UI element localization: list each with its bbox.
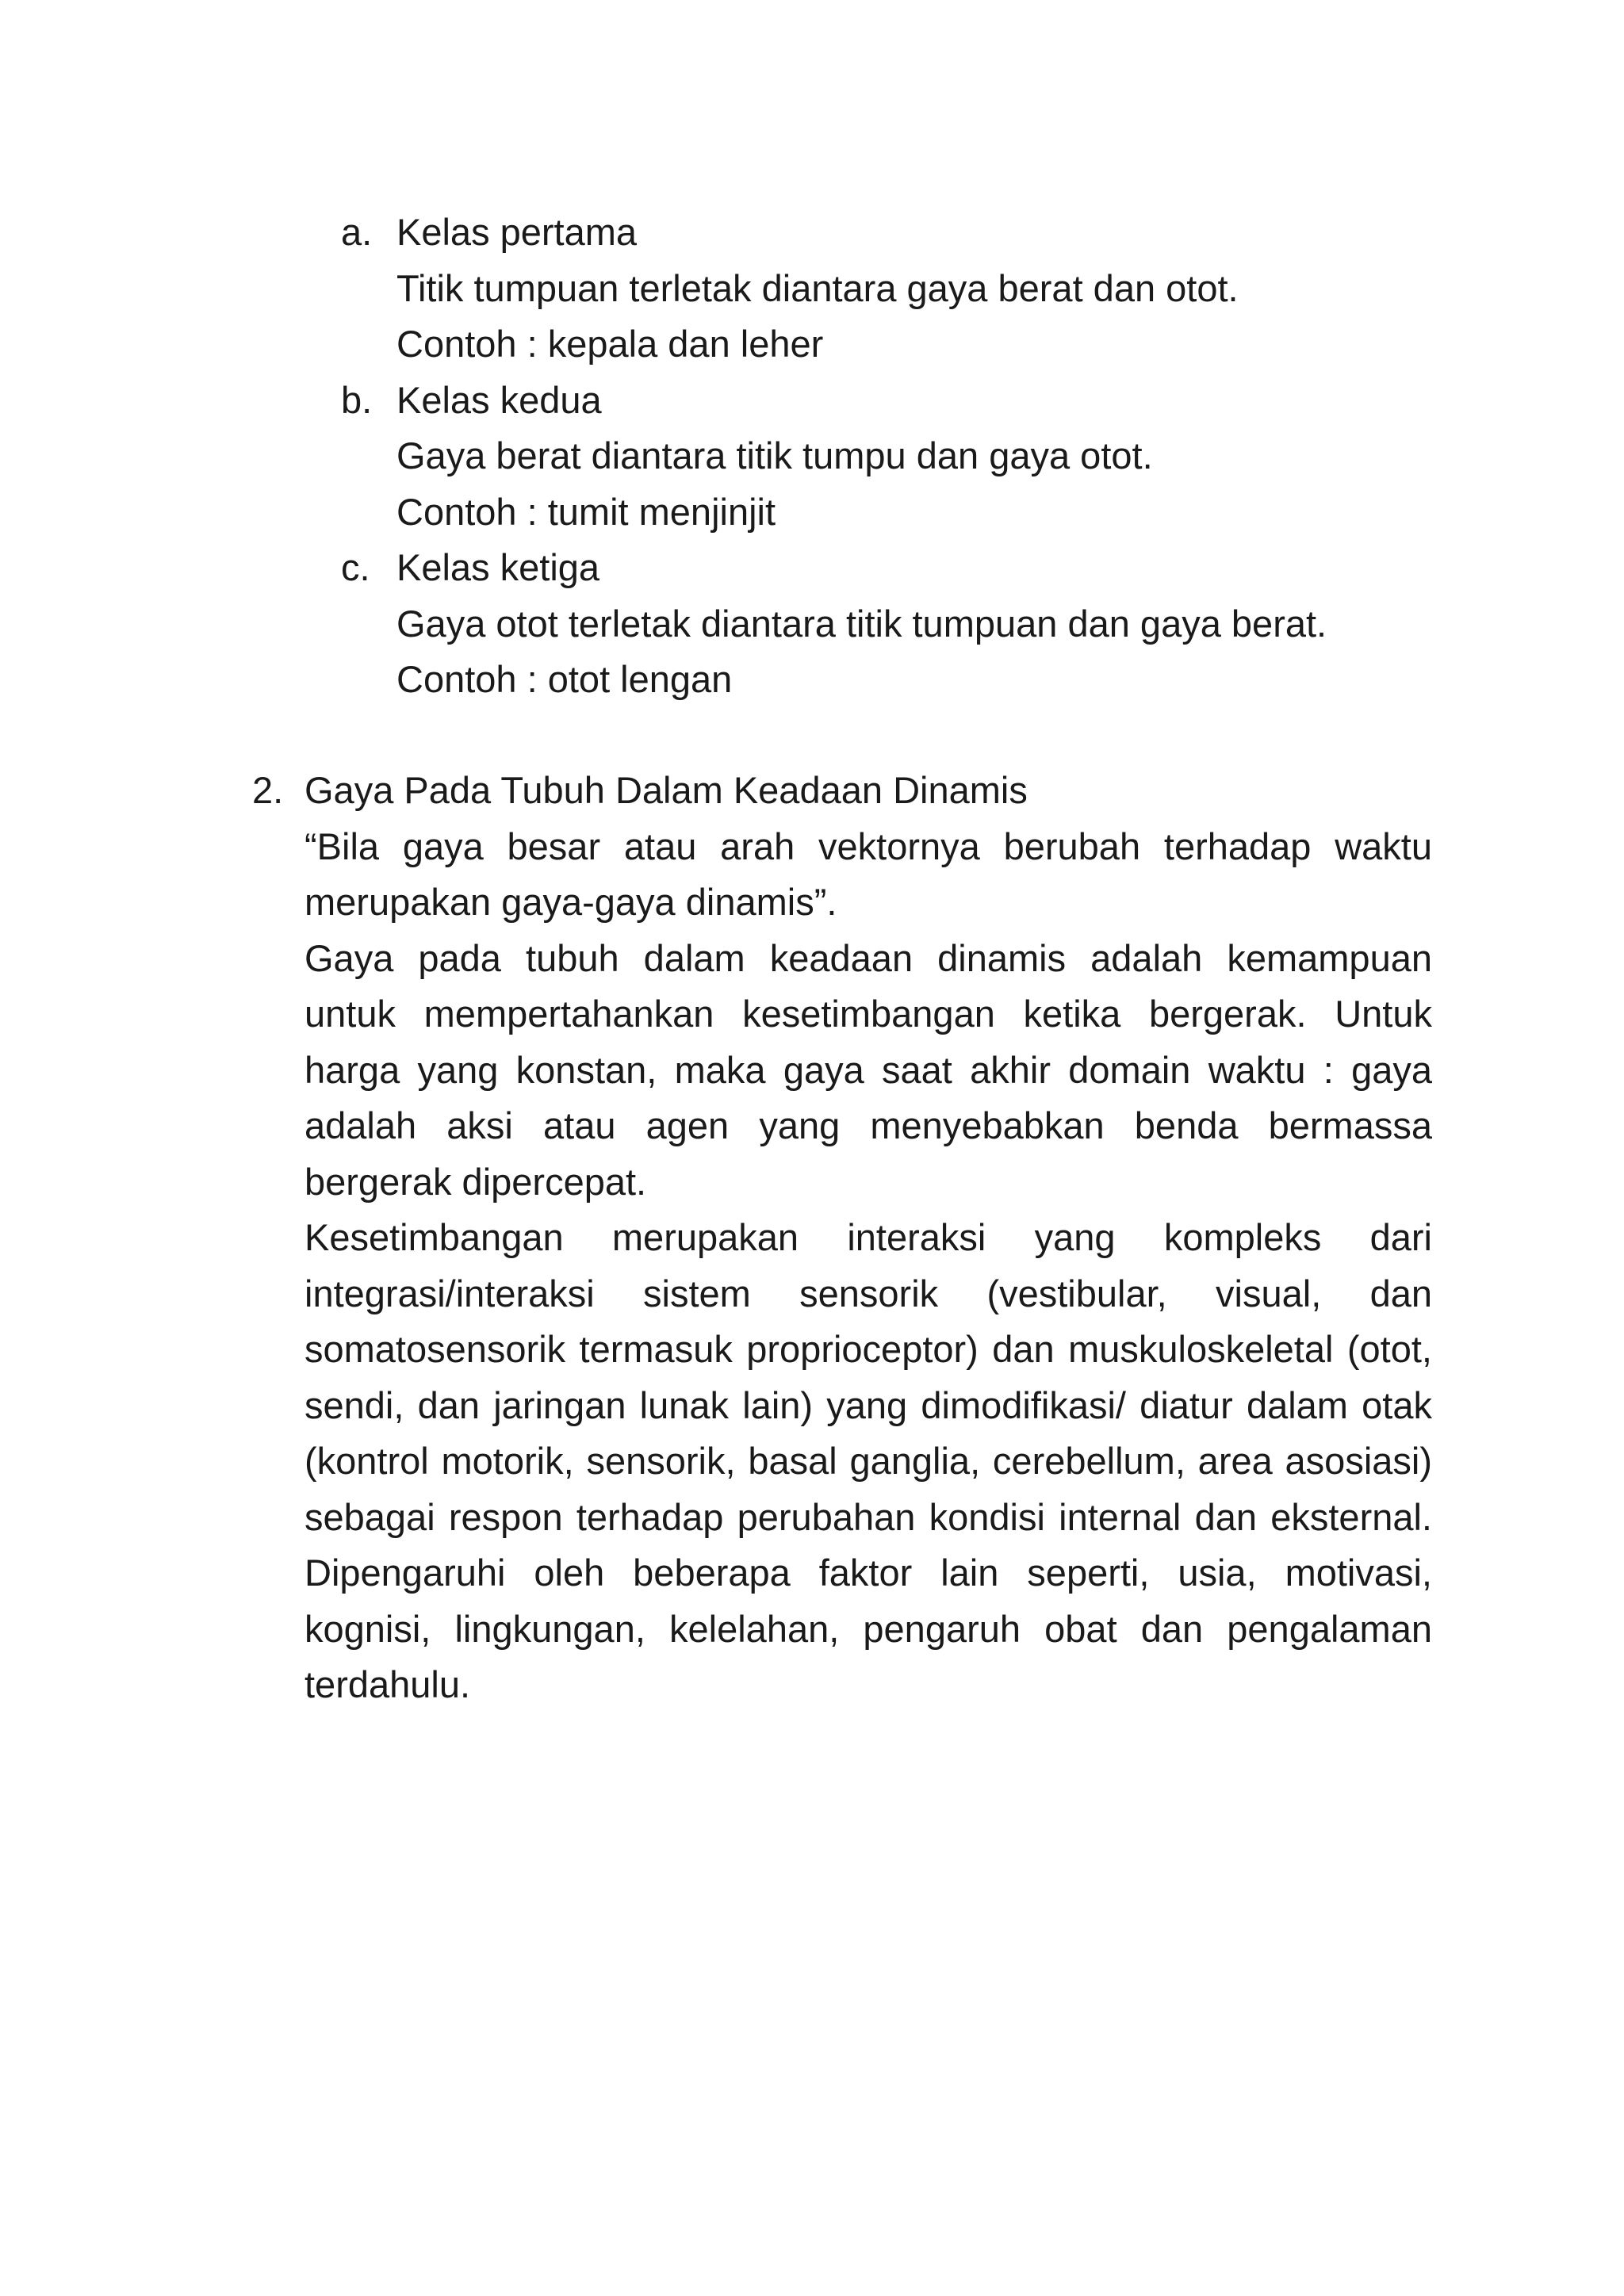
paragraph-dynamic-force: Gaya pada tubuh dalam keadaan dinamis adalah kemampuan untuk mempertahankan kesetimbangan ketika bergerak. Untuk harga yang konstan, maka gaya saat akhir domain waktu : gaya adalah aksi atau agen yang menyebabkan benda bermassa bergerak dipercepat. <box>304 936 1432 1203</box>
section-dynamic-forces <box>252 763 1432 1713</box>
item-example: Contoh : tumit menjinjit <box>396 490 776 533</box>
list-marker: b. <box>341 378 373 421</box>
item-description: Gaya otot terletak diantara titik tumpuan dan gaya berat. <box>396 602 1327 645</box>
list-marker: c. <box>341 546 370 588</box>
lever-class-list <box>341 205 1451 708</box>
definition-quote: “Bila gaya besar atau arah vektornya berubah terhadap waktu merupakan gaya-gaya dinamis”. <box>304 825 1432 923</box>
list-item-third-class <box>341 540 1451 708</box>
section-body <box>304 819 1432 1713</box>
item-title: Kelas pertama <box>396 211 638 253</box>
item-title: Kelas ketiga <box>396 546 600 588</box>
list-item-first-class <box>341 205 1451 373</box>
section-title: Gaya Pada Tubuh Dalam Keadaan Dinamis <box>304 769 1028 811</box>
item-example: Contoh : otot lengan <box>396 658 733 700</box>
item-title: Kelas kedua <box>396 378 602 421</box>
item-example: Contoh : kepala dan leher <box>396 323 824 365</box>
list-item-second-class <box>341 373 1451 541</box>
section-number: 2. <box>252 769 284 811</box>
item-description: Titik tumpuan terletak diantara gaya berat dan otot. <box>396 266 1239 309</box>
item-description: Gaya berat diantara titik tumpu dan gaya otot. <box>396 434 1153 476</box>
paragraph-equilibrium: Kesetimbangan merupakan interaksi yang kompleks dari integrasi/interaksi sistem sensorik (vestibular, visual, dan somatosensorik termasuk proprioceptor) dan muskuloskeletal (otot, sendi, dan jaringan lunak lain) yang dimodifikasi/ diatur dalam otak (kontrol motorik, sensorik, basal ganglia, cerebellum, area asosiasi) sebagai respon terhadap perubahan kondisi internal dan eksternal. Dipengaruhi oleh beberapa faktor lain seperti, usia, motivasi, kognisi, lingkungan, kelelahan, pengaruh obat dan pengalaman terdahulu. <box>304 1216 1432 1705</box>
list-marker: a. <box>341 211 373 253</box>
